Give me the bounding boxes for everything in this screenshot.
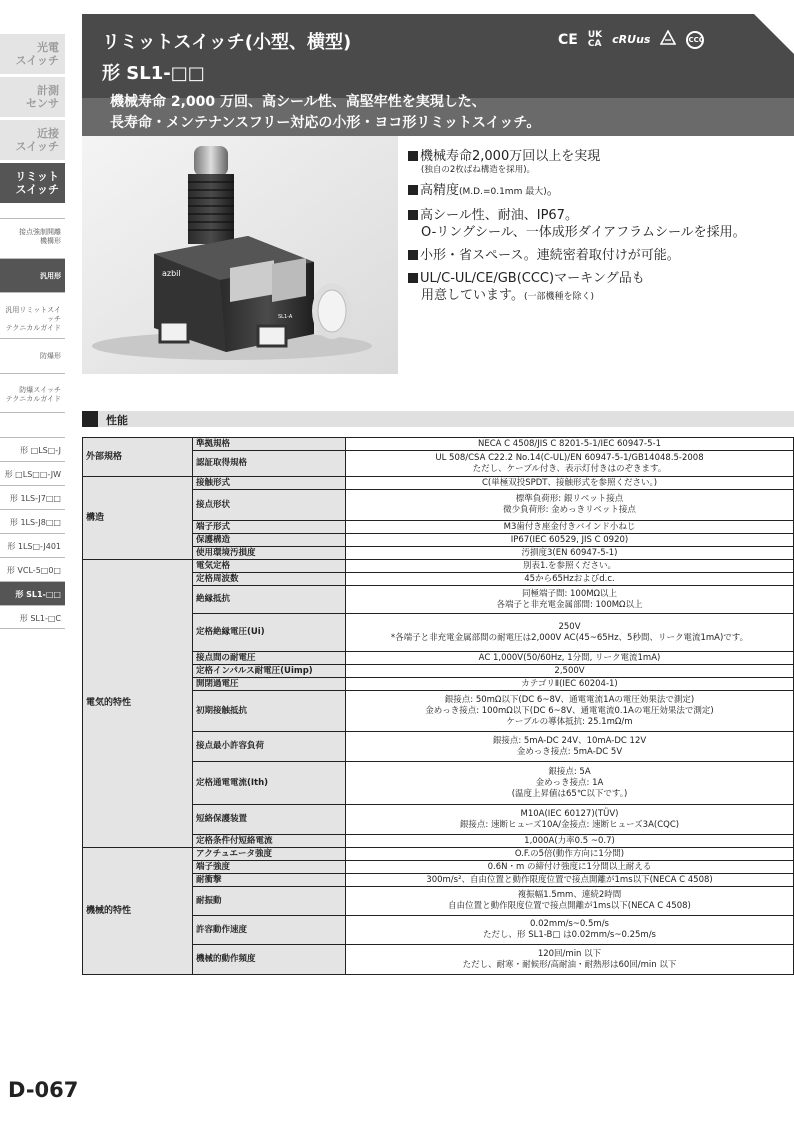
feature-text: UL/C-UL/CE/GB(CCC)マーキング品も xyxy=(420,271,645,286)
feature-text: 小形・省スペース。連続密着取付けが可能。 xyxy=(420,248,680,263)
spec-value-line: NECA C 4508/JIS C 8201-5-1/IEC 60947-5-1 xyxy=(477,438,661,449)
spec-value xyxy=(346,652,794,665)
sidebar-model-vcl5[interactable]: 形 VCL-5□0□ xyxy=(0,557,65,581)
photo-brand-text: azbil xyxy=(162,269,181,278)
sub-label: 汎用リミットスイッチ xyxy=(5,306,61,323)
spec-item: 電気定格 xyxy=(193,560,346,573)
sidebar-sub-tech-guide[interactable] xyxy=(0,292,65,338)
sidebar-model-1ls-j8[interactable]: 形 1LS-J8□□ xyxy=(0,509,65,533)
sidebar-sub-general[interactable] xyxy=(0,258,65,292)
page-header xyxy=(82,14,794,98)
spec-value xyxy=(346,678,794,691)
spec-value xyxy=(346,547,794,560)
feature-continuation: O-リングシール、一体成形ダイアフラムシールを採用。 xyxy=(421,225,746,240)
feature-text: 機械寿命2,000万回以上を実現 xyxy=(420,149,601,164)
feature-continuation-text: 用意しています。 xyxy=(421,288,524,303)
spec-item: 保護構造 xyxy=(193,534,346,547)
certification-marks xyxy=(558,30,704,49)
spec-value xyxy=(346,451,794,477)
spec-value xyxy=(346,916,794,945)
spec-value xyxy=(346,887,794,916)
spec-category: 機械的特性 xyxy=(83,848,193,975)
ccc-mark-icon: CCC xyxy=(686,31,704,49)
feature-tail: 。 xyxy=(546,183,560,198)
feature-note: (独自の2枚ばね構造を採用)。 xyxy=(421,165,536,175)
spec-value xyxy=(346,665,794,678)
spec-item: 開閉過電圧 xyxy=(193,678,346,691)
spec-item: 準拠規格 xyxy=(193,438,346,451)
spec-item: 定格絶縁電圧(Ui) xyxy=(193,614,346,652)
cul-mark-icon: cRUus xyxy=(612,33,651,46)
sidebar-sub-forced-open[interactable] xyxy=(0,218,65,258)
spec-value-line: ケーブルの導体抵抗: 25.1mΩ/m xyxy=(506,716,633,727)
spec-item: 端子強度 xyxy=(193,861,346,874)
spec-value xyxy=(346,586,794,614)
feature-inline-note: (M.D.=0.1mm 最大) xyxy=(459,187,547,197)
photo-model-text: SL1-A xyxy=(278,314,293,320)
spec-value-line: IP67(IEC 60529, JIS C 0920) xyxy=(510,534,629,545)
spec-value xyxy=(346,438,794,451)
spec-value-line: 金めっき接点: 100mΩ以下(DC 6~8V、通電電流0.1Aの電圧効果法で測定) xyxy=(425,705,714,716)
spec-item: 機械的動作頻度 xyxy=(193,945,346,975)
spec-value-line: ただし、形 SL1-B□ は0.02mm/s~0.25m/s xyxy=(483,930,656,940)
spec-item: 定格インパルス耐電圧(Uimp) xyxy=(193,665,346,678)
spec-value-line: カテゴリⅡ(IEC 60204-1) xyxy=(521,678,618,689)
tagline-line-1: 機械寿命 2,000 万回、高シール性、高堅牢性を実現した、 xyxy=(110,94,486,110)
feature-item xyxy=(408,182,788,201)
tab-label: 近接 xyxy=(37,127,59,140)
spec-value-line: 銀接点: 5A xyxy=(548,766,591,777)
spec-item: 定格条件付短絡電流 xyxy=(193,835,346,848)
spec-value-line: 300m/s²、自由位置と動作限度位置で接点開離が1ms以下(NECA C 4508) xyxy=(426,874,713,885)
sub-label: 防爆形 xyxy=(40,352,61,360)
spec-value-line: ただし、耐寒・耐候形/高耐油・耐熱形は60回/min 以下 xyxy=(462,959,677,970)
section-title: 性能 xyxy=(106,414,128,427)
spec-row xyxy=(83,848,794,861)
spec-item: 許容動作速度 xyxy=(193,916,346,945)
spec-value xyxy=(346,874,794,887)
sub-label: 接点強制開離 xyxy=(19,228,61,236)
triangle-mark-icon xyxy=(660,30,676,49)
spec-table xyxy=(82,437,794,975)
tab-label: スイッチ xyxy=(15,183,59,196)
spec-value-line: *各端子と非充電金属部間の耐電圧は2,000V AC(45~65Hz、5秒間、リーク電流1mA)です。 xyxy=(390,632,749,643)
spec-category: 外部規格 xyxy=(83,438,193,477)
tab-label: リミット xyxy=(15,170,59,183)
bullet-square-icon xyxy=(408,151,418,161)
spec-category: 電気的特性 xyxy=(83,560,193,848)
page-model-title: 形 SL1-□□ xyxy=(102,63,205,84)
spec-value xyxy=(346,861,794,874)
spec-value-line: 銀接点: 50mΩ以下(DC 6~8V、通電電流1Aの電圧効果法で測定) xyxy=(444,694,695,705)
tab-label: 光電 xyxy=(37,41,59,54)
spec-value-line: 金めっき接点: 5mA-DC 5V xyxy=(516,746,623,757)
spec-value-line: 250V xyxy=(558,621,581,632)
feature-item xyxy=(408,148,788,176)
spec-item: アクチュエータ強度 xyxy=(193,848,346,861)
spec-value-line: 標準負荷形: 銀リベット接点 xyxy=(515,494,624,504)
sub-label: テクニカルガイド xyxy=(5,395,61,403)
spec-item: 定格周波数 xyxy=(193,573,346,586)
sidebar-tab-measurement[interactable] xyxy=(0,77,65,117)
spec-value-line: UL 508/CSA C22.2 No.14(C-UL)/EN 60947-5-1/GB14048.5-2008 xyxy=(435,452,704,463)
spec-value-line: 金めっき接点: 1A xyxy=(535,777,604,788)
spec-item: 端子形式 xyxy=(193,521,346,534)
spec-value-line: (温度上昇値は65℃以下です。) xyxy=(511,788,628,799)
sub-label: 汎用形 xyxy=(40,272,61,280)
spec-item: 定格通電電流(Ith) xyxy=(193,762,346,805)
sidebar-model-sl1c[interactable]: 形 SL1-□C xyxy=(0,605,65,629)
spec-value xyxy=(346,614,794,652)
spec-item: 耐振動 xyxy=(193,887,346,916)
ukca-mark-icon xyxy=(588,31,602,49)
spec-value xyxy=(346,805,794,835)
spec-value-line: 0.02mm/s~0.5m/s xyxy=(530,919,609,929)
spec-item: 接点形状 xyxy=(193,490,346,521)
spec-value-line: M10A(IEC 60127)(TÜV) xyxy=(520,808,619,819)
feature-list xyxy=(408,148,788,312)
spec-value xyxy=(346,848,794,861)
feature-text: 高精度 xyxy=(420,183,460,198)
spec-row xyxy=(83,438,794,451)
ce-mark-icon: CE xyxy=(558,31,578,48)
spec-value xyxy=(346,573,794,586)
spec-value-line: 1,000A(力率0.5 ~0.7) xyxy=(524,835,615,846)
sidebar-sub-explosion-guide[interactable] xyxy=(0,373,65,413)
sidebar-model-sl1[interactable]: 形 SL1-□□ xyxy=(0,581,65,605)
page-number: D-067 xyxy=(8,1078,79,1102)
spec-item: 使用環境汚損度 xyxy=(193,547,346,560)
feature-inline-note: (一部機種を除く) xyxy=(523,292,594,302)
spec-value-line: 汚損度3(EN 60947-5-1) xyxy=(521,547,618,558)
product-photo xyxy=(82,136,398,374)
spec-value-line: 複振幅1.5mm、連続2時間 xyxy=(517,890,622,900)
spec-value xyxy=(346,762,794,805)
bullet-square-icon xyxy=(408,210,418,220)
bullet-square-icon xyxy=(408,250,418,260)
feature-item xyxy=(408,270,788,306)
spec-item: 認証取得規格 xyxy=(193,451,346,477)
spec-value xyxy=(346,691,794,732)
spec-category: 構造 xyxy=(83,477,193,560)
spec-value-line: 0.6N・m の締付け強度に1分間以上耐える xyxy=(487,861,652,872)
spec-value-line: M3歯付き座金付きバインド小ねじ xyxy=(503,521,636,532)
tab-label: スイッチ xyxy=(15,54,59,67)
spec-item: 接触形式 xyxy=(193,477,346,490)
spec-value-line: AC 1,000V(50/60Hz, 1分間, リーク電流1mA) xyxy=(478,652,661,663)
spec-value-line: 微少負荷形: 金めっきリベット接点 xyxy=(503,505,636,515)
spec-item: 接点間の耐電圧 xyxy=(193,652,346,665)
sub-label: 機構形 xyxy=(40,237,61,245)
spec-value xyxy=(346,477,794,490)
tagline-line-2: 長寿命・メンテナンスフリー対応の小形・ヨコ形リミットスイッチ。 xyxy=(110,115,541,131)
spec-value-line: 45から65Hzおよびd.c. xyxy=(524,573,615,584)
tab-label: 計測 xyxy=(37,84,59,97)
sidebar-tab-photoelectric[interactable] xyxy=(0,34,65,74)
spec-value-line: 自由位置と動作限度位置で接点開離が1ms以下(NECA C 4508) xyxy=(448,901,691,911)
spec-value xyxy=(346,945,794,975)
sidebar-sub-explosion-proof[interactable] xyxy=(0,338,65,373)
sidebar-model-lsjw[interactable]: 形 □LS□□-JW xyxy=(0,461,65,485)
spec-value-line: 各端子と非充電金属部間: 100MΩ以上 xyxy=(496,599,643,610)
bullet-square-icon xyxy=(408,273,418,283)
spec-item: 耐衝撃 xyxy=(193,874,346,887)
section-heading xyxy=(82,411,794,427)
tab-label: センサ xyxy=(26,97,59,110)
spec-value xyxy=(346,534,794,547)
sub-label: テクニカルガイド xyxy=(5,324,61,332)
spec-value-line: ただし、ケーブル付き、表示灯付きはのぞきます。 xyxy=(472,463,667,474)
feature-item xyxy=(408,207,788,241)
spec-value xyxy=(346,835,794,848)
sidebar-model-1ls-j401[interactable]: 形 1LS□-J401 xyxy=(0,533,65,557)
spec-item: 絶縁抵抗 xyxy=(193,586,346,614)
feature-text: 高シール性、耐油、IP67。 xyxy=(420,208,578,223)
ukca-bottom: CA xyxy=(587,38,602,49)
ukca-top: UK xyxy=(587,29,603,40)
sidebar-model-lsj[interactable]: 形 □LS□-J xyxy=(0,437,65,461)
page-title: リミットスイッチ(小型、横型) xyxy=(102,32,352,53)
tab-label: スイッチ xyxy=(15,140,59,153)
sidebar-model-1ls-j7[interactable]: 形 1LS-J7□□ xyxy=(0,485,65,509)
feature-item xyxy=(408,247,788,264)
spec-value-line: 銀接点: 速断ヒューズ10A/金接点: 速断ヒューズ3A(CQC) xyxy=(459,819,680,830)
spec-value xyxy=(346,560,794,573)
spec-item: 短絡保護装置 xyxy=(193,805,346,835)
spec-item: 接点最小許容負荷 xyxy=(193,732,346,762)
heading-block-icon xyxy=(82,411,98,427)
spec-value-line: 2,500V xyxy=(554,665,585,676)
spec-value-line: 銀接点: 5mA-DC 24V、10mA-DC 12V xyxy=(492,735,647,746)
spec-value-line: C(単極双投SPDT、接触形式を参照ください。) xyxy=(481,477,658,488)
bullet-square-icon xyxy=(408,185,418,195)
spec-item: 初期接触抵抗 xyxy=(193,691,346,732)
sidebar-tab-limit-switch[interactable] xyxy=(0,163,65,203)
sidebar-tab-proximity[interactable] xyxy=(0,120,65,160)
spec-value-line: 別表1.を参照ください。 xyxy=(522,560,617,571)
spec-value xyxy=(346,732,794,762)
spec-value-line: 同極端子間: 100MΩ以上 xyxy=(521,588,618,599)
spec-row xyxy=(83,560,794,573)
spec-value xyxy=(346,521,794,534)
feature-continuation xyxy=(408,287,788,306)
sub-label: 防爆スイッチ xyxy=(19,386,61,394)
spec-value-line: O.F.の5倍(動作方向に1分間) xyxy=(514,848,625,859)
spec-row xyxy=(83,477,794,490)
spec-value xyxy=(346,490,794,521)
limit-switch-image xyxy=(82,136,398,374)
spec-value-line: 120回/min 以下 xyxy=(537,948,602,959)
